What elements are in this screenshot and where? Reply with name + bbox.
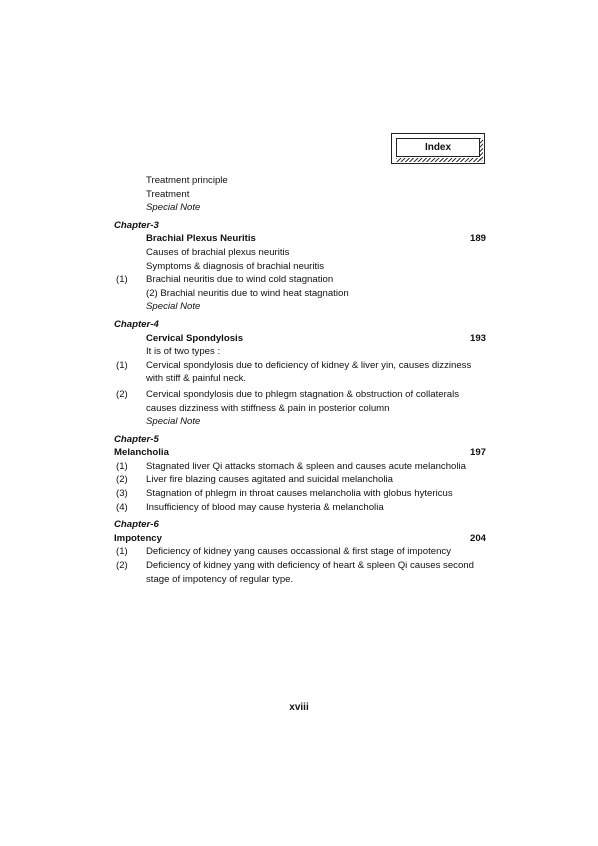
page-number: 189 [469,233,486,245]
entry-number: (1) [116,274,128,286]
page-number: 193 [469,332,486,344]
index-entry [114,487,486,501]
index-entry: Symptoms & diagnosis of brachial neuritis [146,260,325,272]
index-entry: Treatment principle [146,175,228,186]
entry-number: (1) [116,460,128,472]
entry-text: Cervical spondylosis due to phlegm stagnation & obstruction of collaterals causes dizziness with stiffness & pain in posterior column [146,388,460,414]
index-entry: Treatment [146,188,190,200]
index-entry [114,359,486,386]
index-entry [114,460,486,474]
entry-number: (3) [116,488,128,500]
chapter-title-text: Impotency [114,532,162,544]
entry-number: (4) [116,501,128,513]
box-shadow-hatch [396,158,482,162]
entry-text: Stagnation of phlegm in throat causes melancholia with globus hytericus [146,488,453,500]
entry-text: Insufficiency of blood may cause hysteria & melancholia [146,501,384,513]
index-header-box [391,133,485,164]
entry-number: (2) [116,560,128,572]
chapter-title-text: Melancholia [114,447,169,459]
chapter-title [114,532,486,546]
index-entry [114,501,486,515]
index-entry-special-note: Special Note [146,202,201,214]
index-content [114,174,486,586]
index-entry [114,559,486,586]
chapter-title [114,232,486,246]
index-entry-special-note: Special Note [146,301,201,313]
entry-text: Liver fire blazing causes agitated and suicidal melancholia [146,474,393,486]
chapter-heading: Chapter-5 [114,433,159,445]
index-label: Index [396,138,480,157]
index-entry [114,473,486,487]
box-shadow-hatch-right [480,138,483,161]
index-entry [114,388,486,415]
entry-number: (1) [116,359,128,371]
chapter-heading: Chapter-4 [114,318,159,330]
entry-number: (2) [116,388,128,400]
chapter-heading: Chapter-6 [114,519,159,531]
page-number: 197 [469,447,486,459]
chapter-title [114,332,486,346]
index-entry [114,273,486,287]
chapter-heading: Chapter-3 [114,219,159,231]
index-entry: It is of two types : [146,346,221,358]
page-number: 204 [469,532,486,544]
entry-number: (2) [116,474,128,486]
index-entry-special-note: Special Note [146,416,201,428]
index-entry [114,545,486,559]
entry-number: (1) [116,546,128,558]
index-entry: (2) Brachial neuritis due to wind heat stagnation [146,287,349,299]
chapter-title-text: Cervical Spondylosis [146,332,244,344]
entry-text: Brachial neuritis due to wind cold stagnation [146,274,334,286]
entry-text: Deficiency of kidney yang with deficiency of heart & spleen Qi causes second stage of impotency of regular type. [146,560,474,585]
entry-text: Deficiency of kidney yang causes occassional & first stage of impotency [146,546,452,558]
entry-text: Cervical spondylosis due to deficiency of kidney & liver yin, causes dizziness with stiff & painful neck. [146,359,472,385]
entry-text: Stagnated liver Qi attacks stomach & spleen and causes acute melancholia [146,460,466,472]
chapter-title-text: Brachial Plexus Neuritis [146,233,256,245]
index-entry: Causes of brachial plexus neuritis [146,246,290,258]
footer-page-number: xviii [289,702,309,713]
chapter-title [114,446,486,460]
